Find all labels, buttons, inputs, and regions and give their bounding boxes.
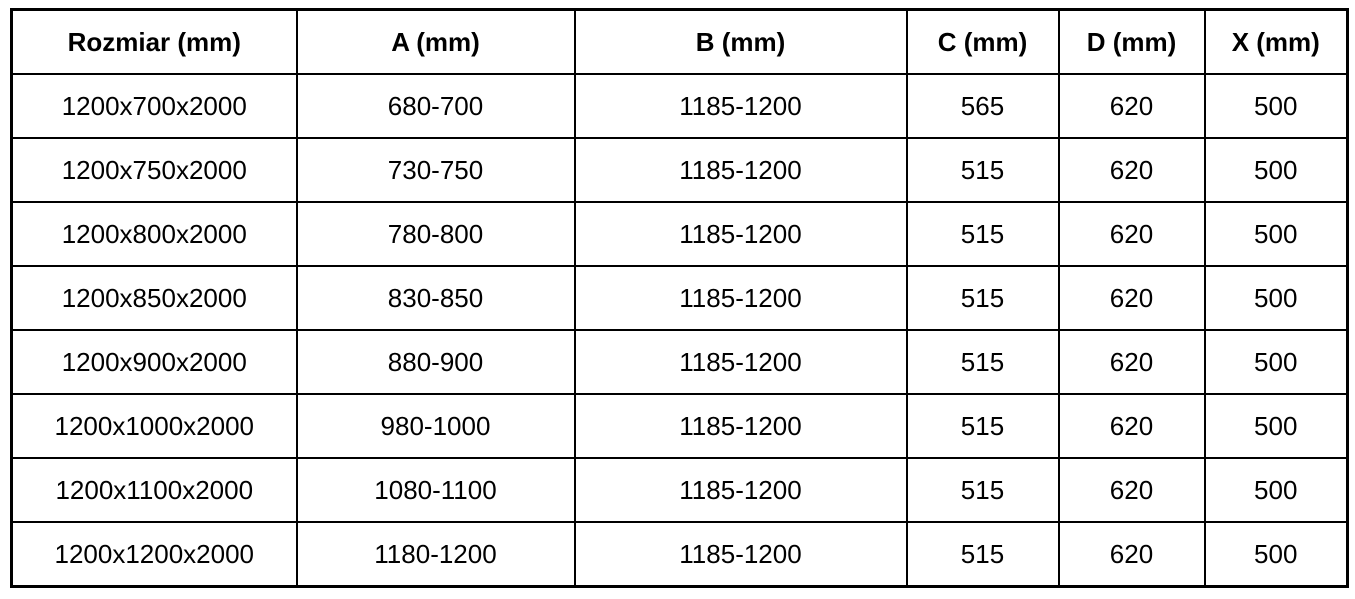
- cell-x: 500: [1205, 330, 1348, 394]
- cell-c: 515: [907, 458, 1059, 522]
- table-header-row: [12, 10, 1348, 75]
- cell-rozmiar: 1200x1200x2000: [12, 522, 297, 587]
- cell-x: 500: [1205, 266, 1348, 330]
- cell-d: 620: [1059, 74, 1205, 138]
- cell-b: 1185-1200: [575, 266, 907, 330]
- cell-a: 1180-1200: [297, 522, 575, 587]
- cell-c: 515: [907, 330, 1059, 394]
- column-header-c: C (mm): [907, 10, 1059, 75]
- cell-rozmiar: 1200x1100x2000: [12, 458, 297, 522]
- page: [0, 8, 1355, 599]
- column-header-rozmiar: Rozmiar (mm): [12, 10, 297, 75]
- cell-x: 500: [1205, 74, 1348, 138]
- cell-rozmiar: 1200x750x2000: [12, 138, 297, 202]
- cell-x: 500: [1205, 522, 1348, 587]
- cell-rozmiar: 1200x800x2000: [12, 202, 297, 266]
- cell-rozmiar: 1200x900x2000: [12, 330, 297, 394]
- cell-b: 1185-1200: [575, 458, 907, 522]
- table-row: [12, 74, 1348, 138]
- cell-c: 515: [907, 138, 1059, 202]
- table-row: [12, 394, 1348, 458]
- table-row: [12, 202, 1348, 266]
- cell-b: 1185-1200: [575, 202, 907, 266]
- column-header-x: X (mm): [1205, 10, 1348, 75]
- cell-d: 620: [1059, 266, 1205, 330]
- cell-rozmiar: 1200x700x2000: [12, 74, 297, 138]
- cell-c: 515: [907, 394, 1059, 458]
- cell-b: 1185-1200: [575, 394, 907, 458]
- cell-b: 1185-1200: [575, 74, 907, 138]
- cell-x: 500: [1205, 458, 1348, 522]
- cell-b: 1185-1200: [575, 138, 907, 202]
- cell-a: 780-800: [297, 202, 575, 266]
- cell-d: 620: [1059, 138, 1205, 202]
- cell-rozmiar: 1200x1000x2000: [12, 394, 297, 458]
- cell-c: 515: [907, 202, 1059, 266]
- cell-d: 620: [1059, 522, 1205, 587]
- table-row: [12, 330, 1348, 394]
- cell-d: 620: [1059, 394, 1205, 458]
- cell-x: 500: [1205, 138, 1348, 202]
- table-row: [12, 458, 1348, 522]
- cell-d: 620: [1059, 330, 1205, 394]
- column-header-d: D (mm): [1059, 10, 1205, 75]
- cell-d: 620: [1059, 458, 1205, 522]
- cell-c: 515: [907, 522, 1059, 587]
- cell-x: 500: [1205, 202, 1348, 266]
- cell-rozmiar: 1200x850x2000: [12, 266, 297, 330]
- cell-c: 565: [907, 74, 1059, 138]
- cell-a: 980-1000: [297, 394, 575, 458]
- column-header-a: A (mm): [297, 10, 575, 75]
- size-spec-table: [10, 8, 1349, 588]
- cell-a: 680-700: [297, 74, 575, 138]
- cell-d: 620: [1059, 202, 1205, 266]
- cell-a: 880-900: [297, 330, 575, 394]
- cell-x: 500: [1205, 394, 1348, 458]
- cell-a: 1080-1100: [297, 458, 575, 522]
- cell-b: 1185-1200: [575, 330, 907, 394]
- table-row: [12, 138, 1348, 202]
- cell-b: 1185-1200: [575, 522, 907, 587]
- table-row: [12, 266, 1348, 330]
- cell-c: 515: [907, 266, 1059, 330]
- table-row: [12, 522, 1348, 587]
- column-header-b: B (mm): [575, 10, 907, 75]
- cell-a: 730-750: [297, 138, 575, 202]
- cell-a: 830-850: [297, 266, 575, 330]
